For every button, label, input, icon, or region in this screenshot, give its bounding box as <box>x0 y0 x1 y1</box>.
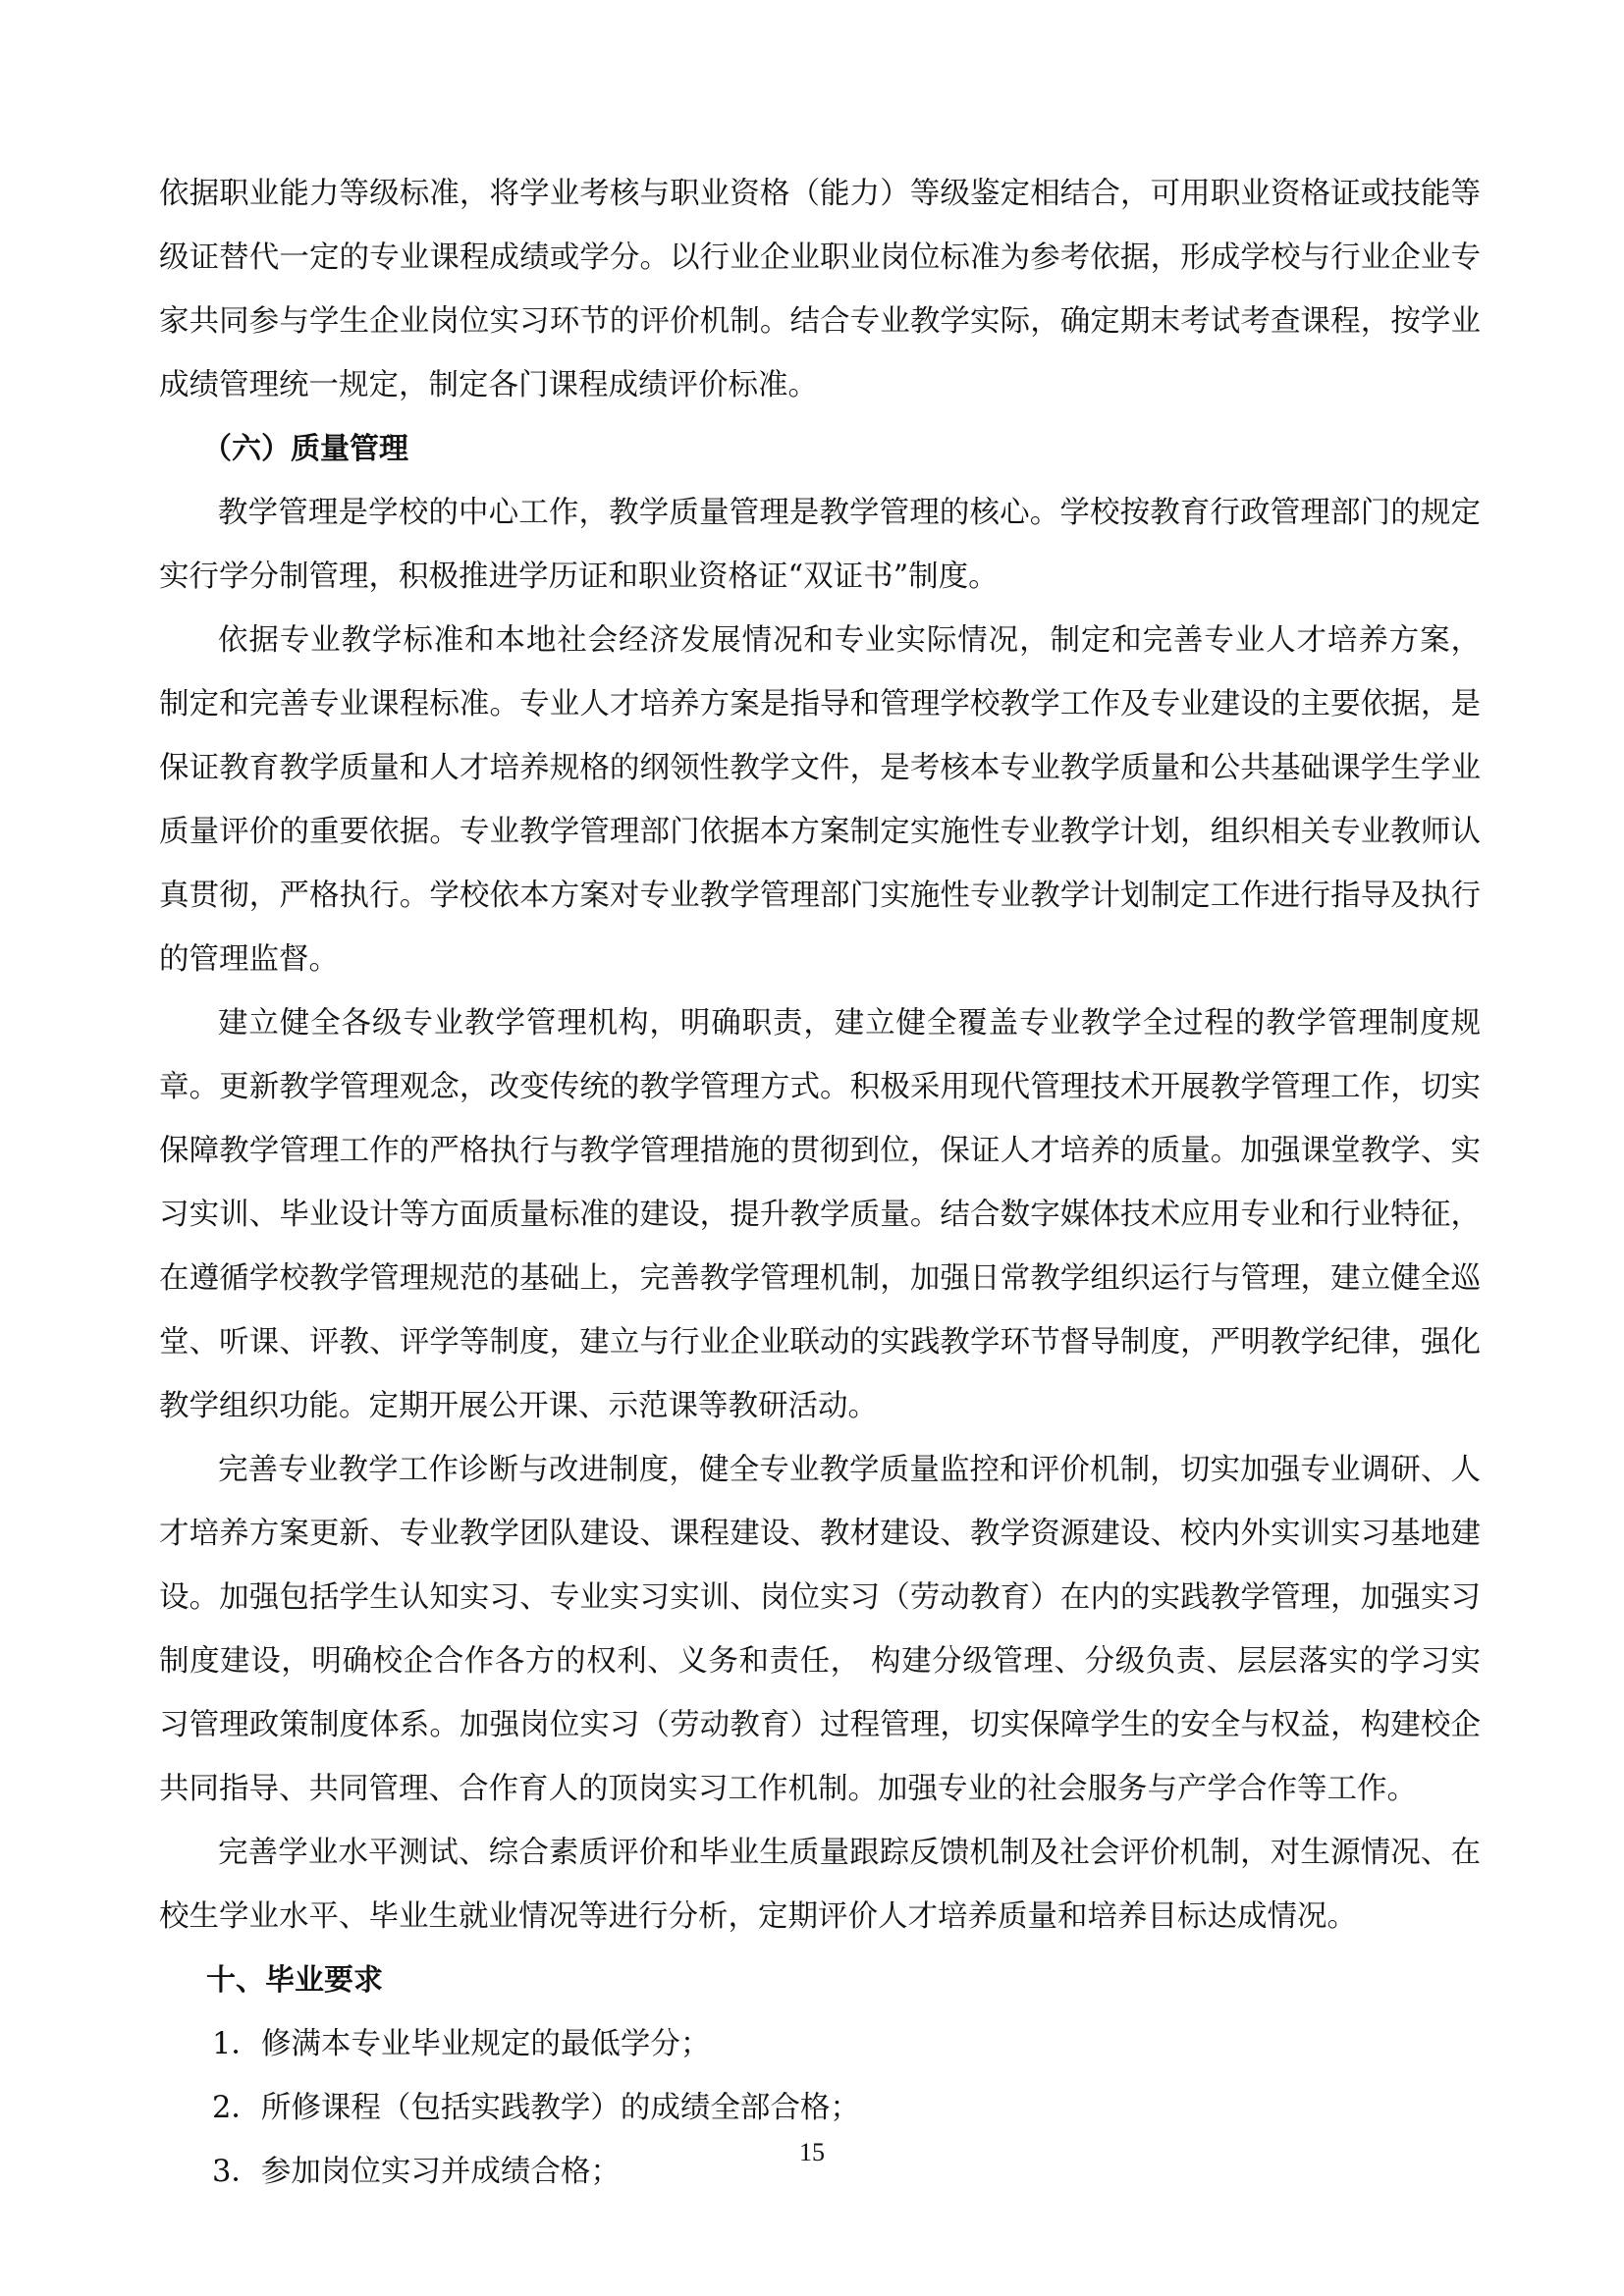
paragraph-evaluation: 完善学业水平测试、综合素质评价和毕业生质量跟踪反馈机制及社会评价机制，对生源情况、在校生学业水平、毕业生就业情况等进行分析，定期评价人才培养质量和培养目标达成情况。 <box>159 1836 1481 1934</box>
paragraph-diagnosis-improvement: 完善专业教学工作诊断与改进制度，健全专业教学质量监控和评价机制，切实加强专业调研、人才培养方案更新、专业教学团队建设、课程建设、教材建设、教学资源建设、校内外实训实习基地建设。加强包括学生认知实习、专业实习实训、岗位实习（劳动教育）在内的实践教学管理，加强实习制度建设，明确校企合作各方的权利、义务和责任， 构建分级管理、分级负责、层层落实的学习实习管理政策制度体系。加强岗位实习（劳动教育）过程管理，切实保障学生的安全与权益，构建校企共同指导、共同管理、合作育人的顶岗实习工作机制。加强专业的社会服务与产学合作等工作。 <box>159 1453 1481 1806</box>
paragraph-teaching-management: 教学管理是学校的中心工作，教学质量管理是教学管理的核心。学校按教育行政管理部门的规定实行学分制管理，积极推进学历证和职业资格证“双证书”制度。 <box>159 496 1481 594</box>
list-item-credits: 1．修满本专业毕业规定的最低学分； <box>212 2027 711 2061</box>
paragraph-training-plan: 依据专业教学标准和本地社会经济发展情况和专业实际情况，制定和完善专业人才培养方案， 制定和完善专业课程标准。专业人才培养方案是指导和管理学校教学工作及专业建设的主要依据，是保证教育教学质量和人才培养规格的纲领性教学文件，是考核本专业教学质量和公共基础课学生学业质量评价的重要依据。专业教学管理部门依据本方案制定实施性专业教学计划，组织相关专业教师认真贯彻，严格执行。学校依本方案对专业教学管理部门实施性专业教学计划制定工作进行指导及执行的管理监督。 <box>159 623 1481 977</box>
document-page <box>159 162 1481 2204</box>
intro-paragraph: 依据职业能力等级标准，将学业考核与职业资格（能力）等级鉴定相结合，可用职业资格证或技能等级证替代一定的专业课程成绩或学分。以行业企业职业岗位标准为参考依据，形成学校与行业企业专家共同参与学生企业岗位实习环节的评价机制。结合专业教学实际，确定期末考试考查课程，按学业成绩管理统一规定，制定各门课程成绩评价标准。 <box>159 177 1481 402</box>
paragraph-management-system: 建立健全各级专业教学管理机构，明确职责，建立健全覆盖专业教学全过程的教学管理制度规章。更新教学管理观念，改变传统的教学管理方式。积极采用现代管理技术开展教学管理工作，切实保障教学管理工作的严格执行与教学管理措施的贯彻到位，保证人才培养的质量。加强课堂教学、实习实训、毕业设计等方面质量标准的建设，提升教学质量。结合数字媒体技术应用专业和行业特征，在遵循学校教学管理规范的基础上，完善教学管理机制，加强日常教学组织运行与管理，建立健全巡堂、听课、评教、评学等制度，建立与行业企业联动的实践教学环节督导制度，严明教学纪律，强化教学组织功能。定期开展公开课、示范课等教研活动。 <box>159 1006 1481 1423</box>
list-item-courses: 2．所修课程（包括实践教学）的成绩全部合格； <box>212 2091 860 2125</box>
section-heading-quality-management: （六）质量管理 <box>202 432 408 466</box>
list-item-internship: 3．参加岗位实习并成绩合格； <box>212 2155 621 2189</box>
page-number: 15 <box>799 2138 825 2166</box>
section-heading-graduation-requirements: 十、毕业要求 <box>206 1963 383 1998</box>
